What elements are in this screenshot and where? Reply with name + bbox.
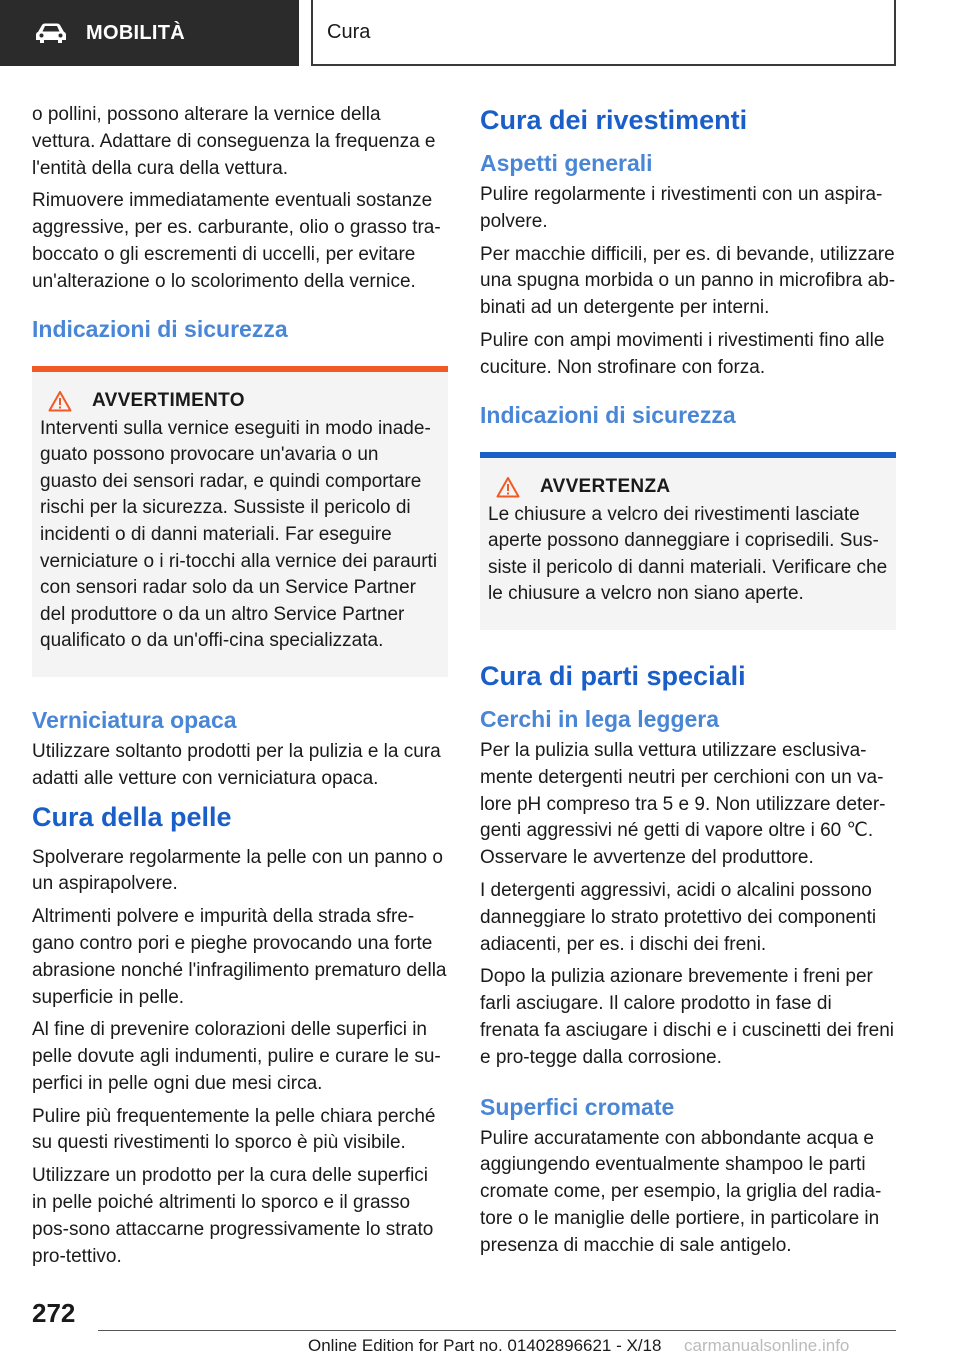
leather-care-heading: Cura della pelle — [32, 801, 232, 832]
upholstery-care-heading: Cura dei rivestimenti — [480, 105, 748, 135]
page-number: 272 — [32, 1298, 76, 1328]
edition-text: Online Edition for Part no. 01402896621 - X/18 — [308, 1336, 662, 1355]
safety-heading-upholstery: Indicazioni di sicurezza — [480, 401, 736, 428]
leather-paragraph-2: Altrimenti polvere e impurità della strada sfre-gano contro pori e pieghe provocando una forte abrasione nonché l'infragilimento prematuro della superficie in pelle. — [32, 906, 447, 1008]
special-parts-heading: Cura di parti speciali — [480, 660, 746, 691]
warning-triangle-icon — [496, 476, 520, 498]
left-column — [32, 102, 448, 1276]
intro-paragraph-1: o pollini, possono alterare la vernice della vettura. Adattare di conseguenza la frequenza e l'entità della cura della vettura. — [32, 104, 436, 179]
chrome-paragraph: Pulire accuratamente con abbondante acqua e aggiungendo eventualmente shampoo le parti cromate come, per esempio, la griglia del radia-tore o le maniglie delle portiere, in particolare in presenza di macchie di sale antigelo. — [480, 1127, 882, 1256]
alloy-wheels-heading: Cerchi in lega leggera — [480, 705, 720, 732]
car-icon — [34, 22, 68, 44]
leather-paragraph-1: Spolverare regolarmente la pelle con un panno o un aspirapolvere. — [32, 846, 443, 895]
leather-paragraph-3: Al fine di prevenire colorazioni delle superfici in pelle dovute agli indumenti, pulire e curare le su-perfici in pelle ogni due mesi circa. — [32, 1019, 441, 1094]
matte-paint-heading: Verniciatura opaca — [32, 706, 237, 733]
section-tab — [0, 0, 299, 66]
general-paragraph-2: Per macchie difficili, per es. di bevande, utilizzare una spugna morbida o un panno in microfibra ab-binati ad un detergente per interni. — [480, 243, 896, 319]
matte-paint-paragraph: Utilizzare soltanto prodotti per la pulizia e la cura adatti alle vetture con verniciatura opaca. — [32, 740, 441, 789]
footer-divider — [98, 1330, 896, 1331]
section-title: MOBILITÀ — [86, 21, 186, 44]
warning-text: Interventi sulla vernice eseguiti in modo inade-guato possono provocare un'avaria o un guasto dei sensori radar, e quindi comportare rischi per la sicurezza. Sussiste il pericolo di incidenti o di danni materiali. Far eseguire verniciature o i ri-tocchi alla vernice dei paraurti con sensori radar solo da un Service Partner del produttore o da un altro Service Partner qualificato o da un'offi-cina specializzata. — [40, 417, 438, 652]
alloy-paragraph-1: Per la pulizia sulla vettura utilizzare esclusiva-mente detergenti neutri per cerchioni con un va-lore pH compreso tra 5 e 9. Non utilizzare deter-genti aggressivi né getti di vapore oltre i 60 ℃. Osservare le avvertenze del produttore. — [480, 739, 886, 869]
leather-paragraph-4: Pulire più frequentemente la pelle chiara perché su questi rivestimenti lo sporco è più visibile. — [32, 1105, 436, 1154]
chapter-title: Cura — [327, 20, 371, 43]
watermark: carmanualsonline.info — [684, 1336, 850, 1355]
chrome-surfaces-heading: Superfici cromate — [480, 1093, 675, 1120]
caution-text: Le chiusure a velcro dei rivestimenti lasciate aperte possono danneggiare i coprisedili. Sus-siste il pericolo di danni materiali. Verificare che le chiusure a velcro non siano aperte. — [488, 503, 888, 605]
chapter-header — [311, 0, 896, 66]
general-paragraph-3: Pulire con ampi movimenti i rivestimenti fino alle cuciture. Non strofinare con forza. — [480, 329, 885, 378]
alloy-paragraph-3: Dopo la pulizia azionare brevemente i freni per farli asciugare. Il calore prodotto in fase di frenata fa asciugare i dischi e i cuscinetti dei freni e pro-tegge dalla corrosione. — [480, 966, 894, 1068]
general-aspects-heading: Aspetti generali — [480, 150, 653, 176]
general-paragraph-1: Pulire regolarmente i rivestimenti con un aspira-polvere. — [480, 184, 883, 232]
warning-triangle-icon — [48, 390, 72, 412]
caution-box-upholstery — [480, 452, 896, 630]
leather-paragraph-5: Utilizzare un prodotto per la cura delle superfici in pelle poiché altrimenti lo sporco e il grasso pos-sono attaccarne progressivamente lo strato pro-tettivo. — [32, 1165, 434, 1267]
warning-box-paint — [32, 366, 448, 677]
warning-title: AVVERTIMENTO — [92, 389, 245, 411]
intro-paragraph-2: Rimuovere immediatamente eventuali sostanze aggressive, per es. carburante, olio o grasso tra-boccato o gli escrementi di uccelli, per evitare un'alterazione o lo scolorimento della vernice. — [32, 190, 441, 292]
right-column — [480, 102, 896, 1266]
safety-heading-paint: Indicazioni di sicurezza — [32, 315, 288, 342]
alloy-paragraph-2: I detergenti aggressivi, acidi o alcalini possono danneggiare lo strato protettivo dei componenti adiacenti, per es. i dischi dei freni. — [480, 879, 877, 955]
caution-title: AVVERTENZA — [540, 475, 671, 497]
